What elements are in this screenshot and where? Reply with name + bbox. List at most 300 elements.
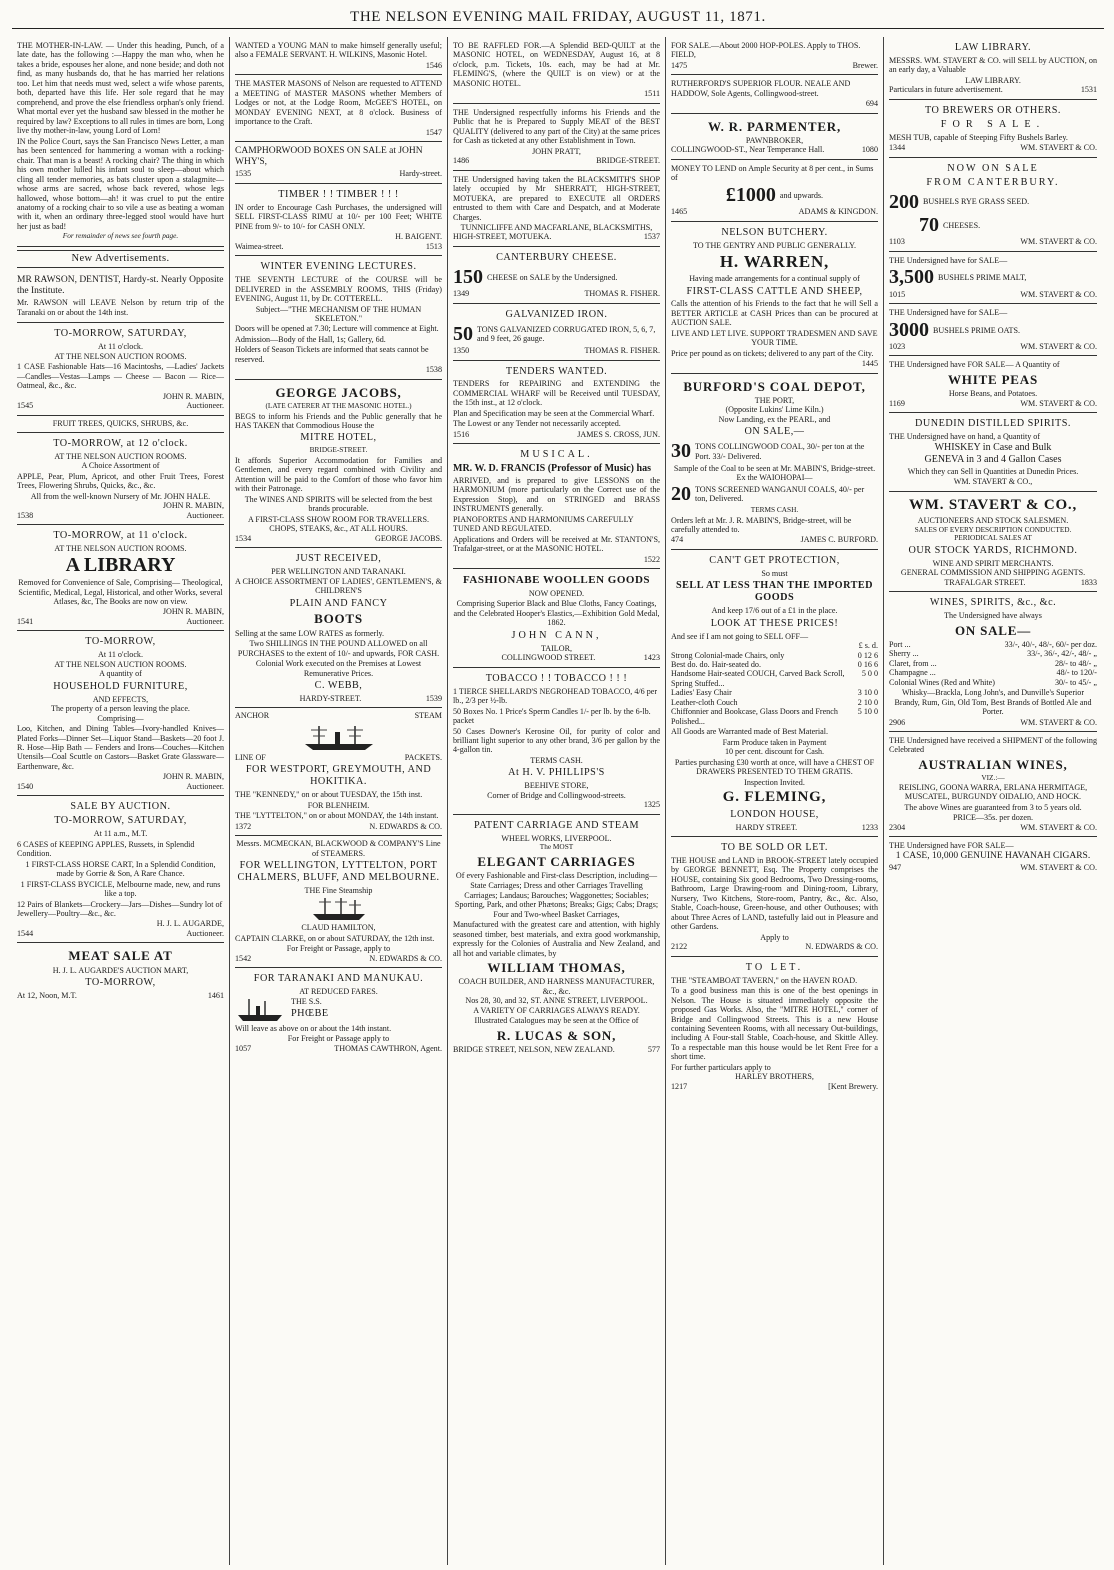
- ad-role: COACH BUILDER, AND HARNESS MANUFACTURER, &c., &c.: [458, 977, 655, 996]
- ad-body: THE HOUSE and LAND in BROOK-STREET lately occupied by GEORGE BENNETT, Esq. The Property comprises the HOUSE, containing Six good Bedrooms, Two Dressing-rooms, Bathroom, Large Drawing-room and Dining-room, Library, Nursery, Two Kitchens, Store-room, Pantry, &c., &c. Also, Stable, Coach-house, Green-house, and other Outhouses; with about Three Acres of LAND, tastefully laid out in Pleasure and other Gardens.: [671, 856, 878, 932]
- wine-row-price: 33/-, 36/-, 42/-, 48/- „: [1027, 649, 1097, 659]
- ad-line: Which they can Sell in Quantities at Dunedin Prices.: [907, 466, 1079, 476]
- ad-line: Plan and Specification may be seen at the Commercial Wharf.: [453, 408, 655, 418]
- ad-signature: R. LUCAS & SON,: [496, 1027, 617, 1043]
- ad-line: Colonial Work executed on the Premises at Lowest Remunerative Prices.: [255, 659, 422, 678]
- ad-line: TERMS CASH.: [530, 755, 583, 765]
- ad-role: Auctioneer.: [186, 616, 224, 626]
- ad-body: It affords Superior Accommodation for Families and Gentlemen, and every regard combined with Civility and Attention will be paid to the Comfort of those who favor him with their Patronage.: [235, 455, 442, 494]
- ad-display-line: PLAIN AND FANCY: [289, 597, 388, 609]
- ad-heading: TO-MORROW, at 12 o'clock.: [53, 438, 188, 450]
- ad-furniture-prices: [671, 550, 878, 837]
- ad-body: TO BE RAFFLED FOR.—A Splendid BED-QUILT at the MASONIC HOTEL, on WEDNESDAY, August 16, at 8 o'clock, p.m. Tickets, 10s. each, may be had at Mr. FLEMING'S, (where the QUILT is on view) or at the MASONIC HOTEL.: [453, 41, 660, 88]
- ad-number: 1372: [235, 821, 252, 831]
- wine-row: [889, 668, 1097, 677]
- ad-quantity: 150: [453, 265, 483, 288]
- ad-line: THE Undersigned have on hand, a Quantity of: [889, 431, 1041, 441]
- ad-line: THE Fine Steamship: [304, 885, 373, 895]
- ad-george-jacobs: [235, 380, 442, 548]
- ad-display-line: FIRST-CLASS CATTLE AND SHEEP,: [686, 285, 863, 297]
- ad-sub: THE PORT,: [754, 395, 795, 405]
- ad-line: CHEESES.: [943, 220, 981, 230]
- ad-signature: THOMAS R. FISHER.: [584, 346, 660, 356]
- ad-number: 1547: [425, 127, 442, 137]
- ad-line: GENEVA in 3 and 4 Gallon Cases: [924, 454, 1062, 466]
- ad-heading: DUNEDIN DISTILLED SPIRITS.: [915, 418, 1071, 430]
- ad-line: 10 per cent. discount for Cash.: [724, 747, 825, 757]
- ad-heading: NELSON BUTCHERY.: [721, 226, 828, 238]
- ad-signature: TUNNICLIFFE AND MACFARLANE, BLACKSMITHS,: [460, 222, 653, 232]
- price-row: [671, 669, 878, 688]
- wine-row-price: 30/- to 45/- „: [1054, 677, 1097, 687]
- price-row-item: Strong Colonial-made Chairs, only: [671, 650, 785, 660]
- ad-line: So must: [761, 568, 788, 578]
- ad-australian-wines: [889, 732, 1097, 837]
- ad-sub: ON SALE,—: [744, 426, 805, 438]
- price-row-price: 5 10 0: [857, 707, 878, 717]
- ad-sub: AND EFFECTS,: [92, 694, 149, 704]
- ad-brewers: [889, 100, 1097, 158]
- ad-signature: WM. STAVERT & CO.: [1020, 822, 1097, 832]
- new-ads-heading: New Advertisements.: [17, 250, 224, 268]
- ad-masons: [235, 75, 442, 142]
- ad-display-line: MITRE HOTEL,: [300, 432, 377, 444]
- steamship-illustration: [235, 997, 285, 1023]
- ad-raffle: [453, 37, 660, 104]
- ad-body: IN order to Encourage Cash Purchases, the undersigned will SELL FIRST-CLASS RIMU at 10/- per 100 Feet; WHITE PINE from 9/- to 10/- for CASH ONLY.: [235, 202, 442, 231]
- ad-rawson: [17, 271, 224, 323]
- ad-heading: W. R. PARMENTER,: [707, 118, 842, 134]
- ad-signature: WILLIAM THOMAS,: [487, 960, 626, 976]
- ad-body: Removed for Convenience of Sale, Comprising— Theological, Scientific, Medical, Legal, Historical, and other Works, several Atlases, &c, The Books are now on view.: [18, 578, 223, 606]
- ad-heading: MEAT SALE AT: [68, 948, 173, 964]
- ad-signature: JOHN PRATT,: [532, 146, 581, 156]
- ad-heading: WM. STAVERT & CO.,: [908, 496, 1078, 513]
- wine-row-price: 33/-, 40/-, 48/-, 60/- per doz.: [1004, 639, 1097, 649]
- ad-number: 1538: [17, 510, 34, 520]
- ad-signature: JAMES C. BURFORD.: [800, 535, 878, 545]
- ad-body: To a good business man this is one of the best openings in Nelson. The House is situated immediately opposite the proposed Gas Works. Also, the "MITRE HOTEL," corner of Bridge and Collingwood Streets. This is a new House containing Seventeen Rooms, with all necessary Out-buildings, including A Four-stall Stable, Coach-house, and Skittle Alley. To a respectable man this house would be let Rent Free for a short time.: [671, 986, 878, 1062]
- ad-number: 1233: [861, 822, 878, 832]
- ad-heading: NOW ON SALE: [947, 162, 1039, 174]
- ad-signature: THOMAS CAWTHRON, Agent.: [334, 1043, 442, 1053]
- ad-quantity: 3,500: [889, 266, 934, 289]
- ad-line: Having made arrangements for a continual supply of: [689, 274, 860, 284]
- ad-note: Comprising—: [97, 713, 144, 723]
- ad-line: Inspection Invited.: [744, 777, 805, 787]
- ad-musical: [453, 444, 660, 569]
- ad-heading: ANCHOR: [235, 711, 270, 721]
- ad-body: Manufactured with the greatest care and attention, with highly seasoned timber, best materials, and extra good workmanship, expressly for the Colonies of Australia and New Zealand, and all hot and variable climates, by: [453, 920, 660, 958]
- ad-list: REISLING, GOONA WARRA, ERLANA HERMITAGE, MUSCATEL, BURGUNDY OIDALIO, AND HOCK.: [898, 782, 1088, 802]
- ad-line: THE Undersigned have for SALE—: [889, 255, 1008, 265]
- ad-blacksmiths: [453, 171, 660, 247]
- ad-body: MESSRS. WM. STAVERT & CO. will SELL by AUCTION, on an early day, a Valuable: [889, 55, 1097, 75]
- ad-body: WANTED a YOUNG MAN to make himself generally useful; also a FEMALE SERVANT. H. WILKINS, Masonic Hotel.: [235, 41, 442, 60]
- ad-number: 1544: [17, 928, 34, 938]
- ad-body: ARRIVED, and is prepared to give LESSONS on the HARMONIUM (more particularly on the Correct use of the Expression Stop), and on STRINGED and BRASS INSTRUMENTS generally.: [453, 475, 660, 514]
- ad-sub: PER WELLINGTON AND TARANAKI.: [271, 567, 406, 577]
- ad-line: PERIODICAL SALES AT: [954, 533, 1032, 543]
- ad-heading: TO BE SOLD OR LET.: [721, 842, 828, 854]
- ad-number: 1080: [861, 145, 878, 155]
- ad-stavert-firm: [889, 492, 1097, 592]
- ad-heading: BURFORD'S COAL DEPOT,: [683, 378, 866, 394]
- ad-line: Orders left at Mr. J. R. MABIN'S, Bridge-street, will be carefully attended to.: [671, 515, 852, 534]
- ad-law-library: [889, 37, 1097, 100]
- ad-line: SALES OF EVERY DESCRIPTION CONDUCTED.: [914, 524, 1072, 534]
- ad-pratt: [453, 104, 660, 171]
- ad-heading: FASHIONABE WOOLLEN GOODS: [462, 574, 651, 587]
- ad-display-line: WHITE PEAS: [948, 371, 1038, 387]
- ad-number: 1423: [643, 653, 660, 663]
- ad-number: 1538: [425, 365, 442, 375]
- ad-line: Farm Produce taken in Payment: [722, 737, 827, 747]
- mother-in-law-text: THE MOTHER-IN-LAW. — Under this heading, Punch, of a late date, has the following :—Happy the man who, when he takes a bride, espouses her alone, and none beside; and doth not find, as many husbands do, that he has married her relations too. Let him that needs must wed, select a wife whose parents, both, departed have this life. Her sole regard that he may comprehend, and prove the else friendless orphan's only friend. What mortal ever yet the husband saw blessed in the mother he required by law? Exceptions to all rules in times are born, Long live thy mother-in-law, young Lord of Lorn!: [17, 41, 224, 136]
- ad-line: VIZ.:—: [981, 773, 1005, 783]
- ad-line: THE Undersigned have FOR SALE—: [889, 841, 1014, 850]
- ad-heading: WINTER EVENING LECTURES.: [260, 261, 417, 273]
- ad-line: THE Undersigned have FOR SALE— A Quantity of: [889, 360, 1060, 370]
- ad-sub: BEEHIVE STORE,: [524, 781, 589, 791]
- wine-row: [889, 678, 1097, 687]
- ad-line: 1 FIRST-CLASS HORSE CART, In a Splendid Condition, made by Gorrie & Son, A Rare Chance.: [25, 859, 216, 879]
- ad-woollen: [453, 569, 660, 668]
- ad-line: 1 FIRST-CLASS BYCICLE, Melbourne made, new, and runs like a top.: [20, 879, 221, 899]
- ad-heading: PACKETS.: [404, 752, 442, 762]
- ad-line: For Freight or Passage apply to: [287, 1034, 390, 1044]
- ad-galvanized: [453, 304, 660, 361]
- ad-line: And see if I am not going to SELL OFF—: [671, 631, 809, 641]
- ad-sub: (LATE CATERER AT THE MASONIC HOTEL.): [265, 401, 412, 411]
- ad-taranaki: [235, 968, 442, 1057]
- ad-number: 1537: [643, 232, 660, 242]
- ad-line: Particulars in future advertisement.: [889, 85, 1003, 95]
- wine-price-list: [889, 640, 1097, 687]
- ad-line: 6 CASES of KEEPING APPLES, Russets, in Splendid Condition.: [17, 839, 195, 859]
- wine-row: [889, 649, 1097, 658]
- ad-line: For Freight or Passage, apply to: [286, 944, 391, 954]
- ad-line: THE Undersigned have received a SHIPMENT of the following Celebrated: [889, 735, 1097, 755]
- price-list: [671, 651, 878, 727]
- ad-signature: WM. STAVERT & CO.: [1020, 237, 1097, 247]
- columns: [12, 37, 1104, 1565]
- ad-intro: The MOST: [539, 842, 574, 852]
- wine-row-item: Port ...: [889, 639, 911, 649]
- ad-line: Ex the WAIOHOPAI—: [736, 473, 813, 483]
- ad-role: Auctioneer.: [186, 781, 224, 791]
- ad-heading: TO-MORROW,: [85, 636, 156, 648]
- ad-line: TONS COLLINGWOOD COAL, 30/- per ton at the Port. 33/- Delivered.: [695, 442, 865, 461]
- ad-heading: JUST RECEIVED,: [295, 553, 382, 565]
- ad-source: All from the well-known Nursery of Mr. JOHN HALE.: [30, 491, 211, 501]
- ad-route: FOR WELLINGTON, LYTTELTON, PORT CHALMERS, BLUFF, AND MELBOURNE.: [237, 860, 440, 883]
- ad-sub: Messrs. MCMECKAN, BLACKWOOD & COMPANY'S Line of STEAMERS.: [236, 839, 441, 858]
- ad-signature: H. J. L. AUGARDE,: [156, 919, 224, 929]
- ad-heading: TENDERS WANTED.: [505, 365, 608, 377]
- price-row-item: Ladies' Easy Chair: [671, 688, 732, 698]
- ad-canterbury: [889, 158, 1097, 252]
- ad-subject: Subject—"THE MECHANISM OF THE HUMAN SKELETON.": [255, 304, 422, 323]
- wine-row: [889, 640, 1097, 649]
- ad-address: (Opposite Lukins' Lime Kiln.): [725, 405, 824, 415]
- ad-dunedin-spirits: [889, 413, 1097, 492]
- ad-line: Two SHILLINGS IN THE POUND ALLOWED on all PURCHASES to the extent of 10/- and upwards, FOR CASH.: [237, 639, 440, 658]
- price-row: [671, 698, 878, 707]
- ad-signature: WM. STAVERT & CO.: [1020, 341, 1097, 351]
- ad-line: WHISKEY in Case and Bulk: [934, 442, 1052, 454]
- ad-signature: GEORGE JACOBS.: [374, 533, 442, 543]
- ad-subheading: TO-MORROW,: [85, 977, 156, 989]
- ad-intro: A Choice Assortment of: [81, 461, 160, 471]
- ad-number: 1540: [17, 781, 34, 791]
- column-2: [230, 37, 448, 1565]
- ad-address: Corner of Bridge and Collingwood-streets.: [487, 790, 626, 800]
- ad-sub: LONDON HOUSE,: [730, 808, 819, 820]
- ad-heading: TO-MORROW, SATURDAY,: [54, 328, 187, 340]
- ad-address: HARDY STREET.: [735, 822, 798, 832]
- ad-number: 1486: [453, 156, 470, 166]
- ad-body: MESH TUB, capable of Steeping Fifty Bushels Barley.: [889, 132, 1068, 142]
- ad-signature: H. BAIGENT.: [395, 232, 442, 242]
- ad-route: FOR WESTPORT, GREYMOUTH, AND HOKITIKA.: [245, 764, 432, 788]
- ad-butchery: [671, 222, 878, 374]
- ad-flour: [671, 75, 878, 113]
- ad-subheading: TO-MORROW, SATURDAY,: [54, 815, 187, 827]
- wine-row-price: 28/- to 48/- „: [1054, 658, 1097, 668]
- ad-display-line: ELEGANT CARRIAGES: [477, 853, 636, 869]
- ad-line: THE "STEAMBOAT TAVERN," on the HAVEN ROAD.: [671, 975, 858, 985]
- ad-subheading: LOOK AT THESE PRICES!: [710, 617, 839, 629]
- ad-intro: A quantity of: [99, 669, 142, 679]
- ad-number: 1349: [453, 289, 470, 299]
- wine-row-item: Sherry ...: [889, 649, 919, 659]
- price-row-price: 3 10 0: [857, 688, 878, 698]
- ad-line: The Undersigned have always: [944, 611, 1042, 621]
- ad-camphorwood: [235, 142, 442, 184]
- ad-signature: THOMAS R. FISHER.: [584, 289, 660, 299]
- ad-signature: JAMES S. CROSS, JUN.: [577, 429, 660, 439]
- ad-line: WINE AND SPIRIT MERCHANTS.: [932, 558, 1054, 568]
- ad-line: TERMS CASH.: [750, 504, 799, 514]
- ad-line: Of every Fashionable and First-class Description, including—: [455, 870, 658, 880]
- wine-row-item: Claret, from ...: [889, 658, 937, 668]
- ad-oats: [889, 304, 1097, 356]
- ad-display-line: AUSTRALIAN WINES,: [918, 756, 1068, 772]
- ad-fruit-trees: [17, 416, 224, 433]
- ad-heading: CANTERBURY CHEESE.: [496, 251, 617, 263]
- ad-signature: N. EDWARDS & CO.: [805, 942, 878, 952]
- ad-signature: HARLEY BROTHERS,: [735, 1072, 814, 1082]
- steamship-illustration: [309, 896, 369, 922]
- ad-library-auction: [17, 525, 224, 631]
- ad-body: TONS GALVANIZED CORRUGATED IRON, 5, 6, 7, and 9 feet, 26 gauge.: [477, 324, 656, 344]
- ad-signature: WM. STAVERT & CO.: [1020, 289, 1097, 299]
- ad-wanted: [235, 37, 442, 75]
- ad-line: Parties purchasing £30 worth at once, will have a CHEST OF DRAWERS PRESENTED TO THEM GRATIS.: [674, 757, 875, 777]
- ad-body: BEGS to inform his Friends and the Public generally that he HAS TAKEN that Commodious House the: [235, 411, 442, 431]
- ad-boots: [235, 548, 442, 708]
- ad-number: 1513: [425, 241, 442, 251]
- ad-signature: At H. V. PHILLIPS'S: [508, 767, 605, 779]
- ad-body: RUTHERFORD'S SUPERIOR FLOUR. NEALE AND HADDOW, Sole Agents, Collingwood-street.: [671, 79, 851, 98]
- ad-line: THE Undersigned have for SALE—: [889, 308, 1008, 318]
- ad-signature: G. FLEMING,: [722, 789, 827, 806]
- price-row-item: Best do. do. Hair-seated do.: [671, 660, 761, 670]
- ad-line: Apply to: [760, 932, 789, 942]
- ad-number: 1546: [425, 60, 442, 70]
- wine-row-item: Champagne ...: [889, 668, 936, 678]
- price-row-item: Chiffonnier and Bookcase, Glass Doors and French Polished...: [671, 707, 838, 726]
- ad-auction-apples: [17, 433, 224, 525]
- ad-line: Holders of Season Tickets are informed that seats cannot be reserved.: [235, 345, 429, 364]
- ad-line: Horse Beans, and Potatoes.: [948, 389, 1038, 399]
- ad-line: THE S.S.: [291, 996, 322, 1006]
- ad-signature: JOHN R. MABIN,: [162, 501, 224, 511]
- ad-number: 694: [865, 99, 878, 109]
- ad-heading: MUSICAL.: [520, 449, 593, 461]
- ad-line: THE "LYTTELTON," on or about MONDAY, the 14th instant.: [235, 811, 439, 821]
- column-5: [884, 37, 1102, 1565]
- ad-body: THE SEVENTH LECTURE of the COURSE will be DELIVERED in the ASSEMBLY ROOMS, THIS (Friday) EVENING, August 11, by Dr. COTTERELL.: [235, 275, 442, 304]
- price-row-price: 5 0 0: [861, 669, 878, 679]
- ad-house-sale: [671, 837, 878, 957]
- wine-row-price: 48/- to 120/-: [1056, 668, 1097, 678]
- ad-body: Calls the attention of his Friends to the fact that he will Sell a BETTER ARTICLE at CASH Prices than can be procured at AUCTION SALE.: [671, 299, 878, 328]
- ad-sub: AT REDUCED FARES.: [299, 987, 378, 997]
- ad-quantity: 50: [453, 322, 473, 345]
- ad-line: Price per pound as on tickets; delivered to any part of the City.: [671, 348, 874, 358]
- ad-venue: H. J. L. AUGARDE'S AUCTION MART,: [52, 965, 189, 975]
- ad-sale-by-auction: [17, 796, 224, 943]
- ad-body: THE Undersigned having taken the BLACKSMITH'S SHOP lately occupied by Mr SHERRATT, HIGH-STREET, MOTUEKA, are prepared to EXECUTE all ORDERS entrusted to them with Care and Despatch, and at Moderate Charges.: [453, 174, 660, 222]
- ad-address: COLLINGWOOD STREET.: [501, 653, 596, 663]
- ad-line: BUSHELS PRIME MALT,: [938, 273, 1027, 283]
- ad-number: 1015: [889, 289, 906, 299]
- ad-line: GENERAL COMMISSION AND SHIPPING AGENTS.: [900, 568, 1086, 578]
- column-4: [666, 37, 884, 1565]
- ad-line: BUSHELS RYE GRASS SEED.: [923, 197, 1030, 207]
- ad-sub: WHEEL WORKS, LIVERPOOL.: [501, 833, 612, 843]
- ad-display-line: 1 CASE, 10,000 GENUINE HAVANAH CIGARS.: [895, 851, 1091, 862]
- ad-number: 947: [889, 862, 902, 872]
- ad-signature: JOHN R. MABIN,: [162, 607, 224, 617]
- column-1: [12, 37, 230, 1565]
- ad-line: Selling at the same LOW RATES as formerly.: [235, 628, 385, 638]
- ad-number: 1522: [643, 554, 660, 564]
- ad-mcmeckan: [235, 836, 442, 968]
- ad-route: FOR BLENHEIM.: [307, 800, 370, 810]
- ad-number: 1535: [235, 169, 252, 179]
- ad-signature: JOHN R. MABIN,: [162, 772, 224, 782]
- ad-display-line: MR. W. D. FRANCIS (Professor of Music) has: [453, 463, 651, 475]
- ad-quantity: 20: [671, 482, 691, 505]
- ad-number: 577: [647, 1044, 660, 1054]
- ad-signature: WM. STAVERT & CO.: [1020, 717, 1097, 727]
- ad-number: 1461: [207, 991, 224, 1000]
- ad-line: and upwards.: [779, 190, 824, 200]
- ad-body: Whisky—Brackla, Long John's, and Dunville's Superior Brandy, Rum, Gin, Old Tom, Best Brands of Bottled Ale and Porter.: [894, 688, 1092, 717]
- ad-subheading: FOR SALE.: [940, 118, 1046, 130]
- ad-route: FOR TARANAKI AND MANUKAU.: [253, 973, 424, 985]
- ad-heading: PATENT CARRIAGE AND STEAM: [473, 819, 640, 831]
- ad-ship-name: PHŒBE: [291, 1008, 329, 1020]
- ad-role: PAWNBROKER,: [745, 136, 804, 146]
- ad-number: 1516: [453, 429, 470, 439]
- ad-line: CAPTAIN CLARKE, on or about SATURDAY, the 12th inst.: [235, 933, 435, 943]
- price-row-price: 2 10 0: [857, 697, 878, 707]
- ad-number: 1445: [861, 359, 878, 369]
- ad-display-line: HOUSEHOLD FURNITURE,: [53, 680, 188, 692]
- ad-line: TONS SCREENED WANGANUI COALS, 40/- per ton, Delivered.: [695, 484, 865, 504]
- ad-address: COLLINGWOOD-ST., Near Temperance Hall.: [671, 145, 825, 155]
- ad-signature: WM. STAVERT & CO.: [1020, 862, 1097, 872]
- ad-address: BRIDGE STREET, NELSON, NEW ZEALAND.: [453, 1044, 615, 1054]
- ad-number: 1541: [17, 616, 34, 626]
- ad-number: 2906: [889, 717, 906, 727]
- ad-display-word: BOOTS: [314, 611, 363, 627]
- ad-line: The WINES AND SPIRITS will be selected from the best brands procurable.: [244, 494, 433, 514]
- ad-line: All Goods are Warranted made of Best Material.: [671, 727, 828, 737]
- ad-winter-lectures: [235, 256, 442, 380]
- ad-quantity: 30: [671, 440, 691, 463]
- ad-body: 1 CASE Fashionable Hats—16 Macintoshs, —Ladies' Jackets—Candles—Vestas—Lamps — Cheese — Bacon — Rice—Oatmeal, &c., &c.: [17, 362, 224, 391]
- ad-sub: NOW OPENED.: [528, 588, 585, 598]
- ad-line: The above Wines are guaranteed from 3 to 5 years old.: [904, 802, 1082, 812]
- ad-subheading: FROM CANTERBURY.: [926, 176, 1060, 188]
- ad-line: A VARIETY OF CARRIAGES ALWAYS READY.: [473, 1005, 640, 1015]
- ad-body: CHEESE on SALE by the Undersigned.: [487, 272, 618, 282]
- ad-heading: WINES, SPIRITS, &c., &c.: [929, 597, 1057, 609]
- ad-line: LIVE AND LET LIVE. SUPPORT TRADESMEN AND SAVE YOUR TIME.: [671, 328, 878, 348]
- ad-body: CAMPHORWOOD BOXES ON SALE at JOHN WHY'S,: [235, 146, 423, 168]
- ad-signature: WM. STAVERT & CO.,: [953, 477, 1033, 487]
- ad-line: Illustrated Catalogues may be seen at the Office of: [474, 1016, 639, 1026]
- price-row-price: 0 16 6: [857, 660, 878, 670]
- news-item: [17, 37, 224, 247]
- ad-address: Waimea-street.: [235, 241, 284, 251]
- ad-coal-depot: [671, 374, 878, 550]
- ad-peas: [889, 356, 1097, 413]
- ad-body: MONEY TO LEND on Ample Security at 8 per cent., in Sums of: [671, 163, 874, 183]
- ad-note: The property of a person leaving the place.: [51, 704, 190, 714]
- ad-line: CHOPS, STEAKS, &c., AT ALL HOURS.: [269, 524, 408, 534]
- price-row: [671, 707, 878, 726]
- ad-heading: STEAM: [414, 711, 442, 721]
- ad-line: Sample of the Coal to be seen at Mr. MABIN'S, Bridge-street.: [673, 463, 876, 473]
- ad-line: For further particulars apply to: [671, 1062, 771, 1072]
- ad-number: 474: [671, 535, 684, 545]
- ad-meat-sale: [17, 943, 224, 1004]
- ad-display-line: OUR STOCK YARDS, RICHMOND.: [908, 544, 1078, 556]
- ad-cigars: [889, 837, 1097, 876]
- ad-line: BUSHELS PRIME OATS.: [933, 325, 1021, 335]
- price-columns-label: £ s. d.: [858, 641, 878, 651]
- ad-number: 1539: [425, 693, 442, 703]
- ad-anchor-line: [235, 708, 442, 836]
- ad-number: 2304: [889, 822, 906, 832]
- ad-body: FOR SALE.—About 2000 HOP-POLES. Apply to THOS. FIELD,: [671, 41, 861, 60]
- ad-list: State Carriages; Dress and other Carriages Travelling Carriages; Landaus; Barouches; Waggonettes; Sociables; Sporting, Park, and other Phætons; Breaks; Gigs; Cabs; Drags; Four and Two-wheel Basket Carriages,: [454, 881, 659, 919]
- ad-line: 1 TIERCE SHELLARD'S NEGROHEAD TOBACCO, 4/6 per lb., 2/3 per ½-lb.: [453, 686, 658, 706]
- ad-malt: [889, 252, 1097, 304]
- ad-body: Comprising Superior Black and Blue Cloths, Fancy Coatings, and the Celebrated Hooper's Elastics,—Exhibition Gold Medal, 1862.: [453, 599, 660, 628]
- ad-number: 1350: [453, 346, 470, 356]
- ad-heading: GALVANIZED IRON.: [505, 308, 608, 320]
- ad-role: Auctioneer.: [186, 510, 224, 520]
- ad-heading: SALE BY AUCTION.: [70, 801, 171, 813]
- ad-line: And keep 17/6 out of a £1 in the place.: [711, 606, 838, 616]
